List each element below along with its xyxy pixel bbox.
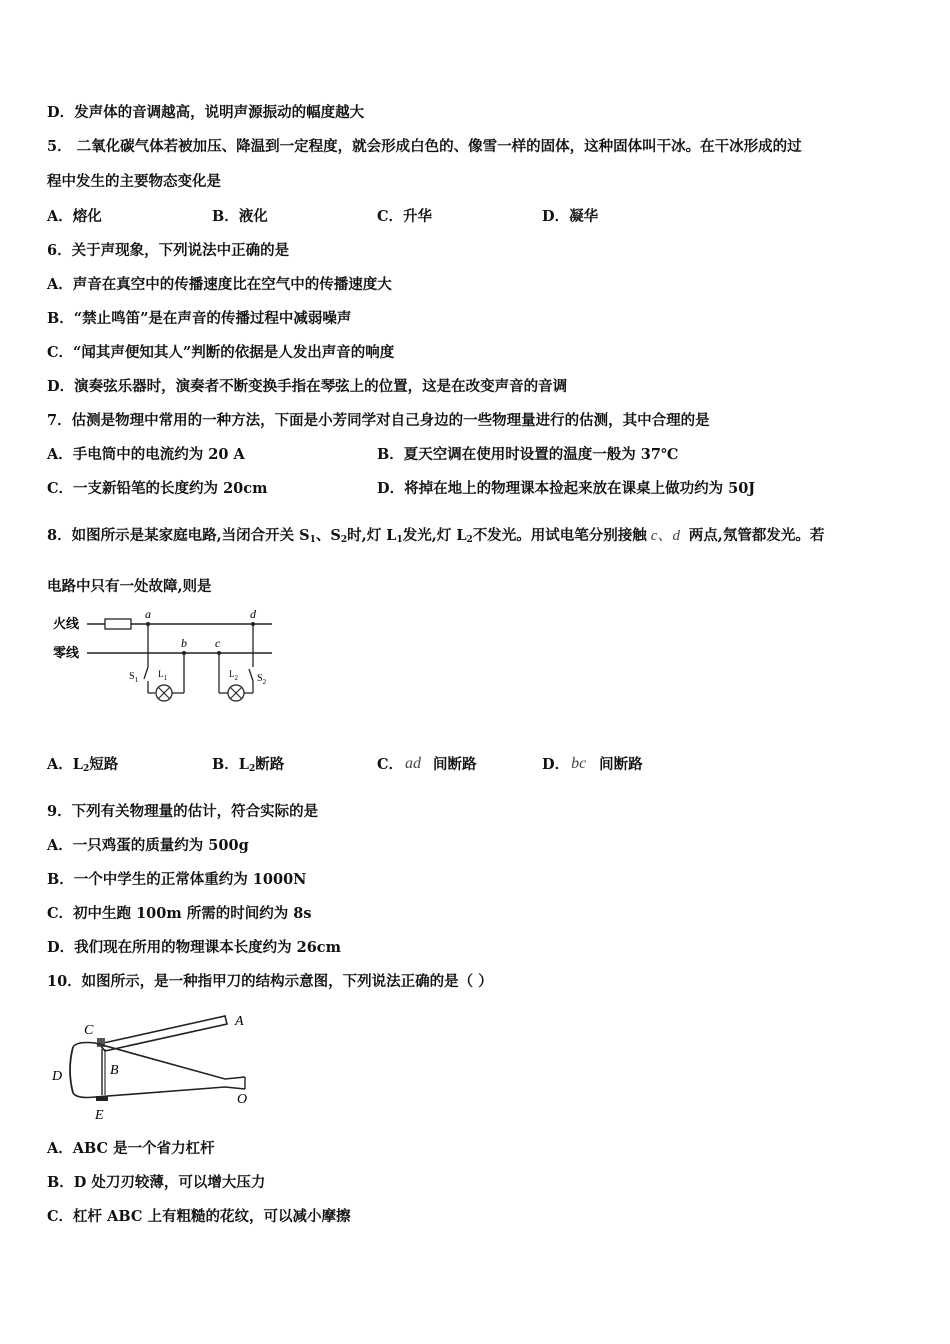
q9-option-c[interactable]: C．初中生跑 100m 所需的时间约为 8s [47, 905, 312, 922]
s1-label: $S_1$ [129, 671, 139, 684]
q8-stem-line2: 电路中只有一处故障,则是 [47, 578, 212, 595]
l1-label: $L_1$ [158, 669, 167, 682]
label-b: B [110, 1063, 119, 1078]
neutral-wire-label: 零线 [53, 645, 80, 660]
label-d: D [52, 1069, 63, 1084]
live-wire-label: 火线 [53, 616, 80, 631]
label-e: E [95, 1108, 104, 1123]
q9-option-a[interactable]: A．一只鸡蛋的质量约为 500g [47, 837, 249, 854]
q5-option-c[interactable]: C．升华 [377, 208, 433, 225]
point-a-label: a [145, 607, 151, 621]
label-o: O [237, 1092, 248, 1107]
blade-edge-d [70, 1047, 73, 1093]
point-c-label: c [215, 636, 221, 650]
s2-label: $S_2$ [257, 673, 267, 686]
l2-label: $L_2$ [229, 669, 238, 682]
q5-stem-line2: 程中发生的主要物态变化是 [47, 173, 221, 190]
q10-option-a[interactable]: A．ABC 是一个省力杠杆 [47, 1140, 215, 1157]
switch-s1-icon [144, 667, 148, 679]
q6-option-a[interactable]: A．声音在真空中的传播速度比在空气中的传播速度大 [47, 276, 392, 293]
q7-option-d[interactable]: D．将掉在地上的物理课本捡起来放在课桌上做功约为 50J [377, 480, 756, 497]
q7-option-c[interactable]: C．一支新铅笔的长度约为 20cm [47, 480, 268, 497]
q10-option-b[interactable]: B．D 处刀刃较薄，可以增大压力 [47, 1174, 266, 1191]
q9-stem: 9．下列有关物理量的估计，符合实际的是 [47, 803, 319, 820]
q10-nail-clipper-diagram [47, 1007, 262, 1125]
q6-option-c[interactable]: C．“闻其声便知其人”判断的依据是人发出声音的响度 [47, 344, 395, 361]
q9-option-b[interactable]: B．一个中学生的正常体重约为 1000N [47, 871, 307, 888]
q6-stem: 6．关于声现象，下列说法中正确的是 [47, 242, 290, 259]
q8-option-a[interactable]: A．$L_2$短路 [47, 756, 119, 774]
q8-option-c-var: ad [405, 755, 422, 772]
point-d-label: d [250, 607, 256, 621]
q8-stem-line1: 8．如图所示是某家庭电路,当闭合开关 $S_1$、$S_2$时,灯 $L_1$发光,灯 $L_2$不发光。用试电笔分别接触 c、d 两点,氖管都发光。若 [47, 527, 825, 545]
label-c: C [84, 1023, 94, 1038]
point-b-label: b [181, 636, 187, 650]
label-a: A [235, 1014, 244, 1029]
q5-stem-line1: 5． 二氧化碳气体若被加压、降温到一定程度，就会形成白色的、像雪一样的固体，这种固体叫干冰。在干冰形成的过 [47, 138, 802, 155]
q6-option-d[interactable]: D．演奏弦乐器时，演奏者不断变换手指在琴弦上的位置，这是在改变声音的音调 [47, 378, 568, 395]
q7-option-a[interactable]: A．手电筒中的电流约为 20 A [47, 446, 245, 463]
fuse-icon [105, 619, 131, 629]
q5-option-d[interactable]: D．凝华 [542, 208, 599, 225]
q10-stem: 10．如图所示，是一种指甲刀的结构示意图，下列说法正确的是（ ） [47, 973, 493, 990]
q7-stem: 7．估测是物理中常用的一种方法，下面是小芳同学对自己身边的一些物理量进行的估测，其中合理的是 [47, 412, 710, 429]
q8-option-b[interactable]: B．$L_2$断路 [212, 756, 285, 774]
q9-option-d[interactable]: D．我们现在所用的物理课本长度约为 26cm [47, 939, 341, 956]
q7-option-b[interactable]: B．夏天空调在使用时设置的温度一般为 37℃ [377, 446, 679, 463]
q5-option-a[interactable]: A．熔化 [47, 208, 102, 225]
q6-option-b[interactable]: B．“禁止鸣笛”是在声音的传播过程中减弱噪声 [47, 310, 352, 327]
lever-abc [99, 1016, 227, 1051]
pad-e-icon [96, 1096, 108, 1101]
q8-option-c[interactable]: C． ad 间断路 [377, 755, 477, 773]
q4-option-d: D．发声体的音调越高，说明声源振动的幅度越大 [47, 104, 365, 121]
q8-option-d[interactable]: D． bc 间断路 [542, 755, 643, 773]
q8-points-cd: c、d [650, 528, 680, 544]
q8-option-d-var: bc [571, 755, 587, 772]
switch-s2-icon [249, 669, 253, 681]
q5-option-b[interactable]: B．液化 [212, 208, 268, 225]
q10-option-c[interactable]: C．杠杆 ABC 上有粗糙的花纹，可以减小摩擦 [47, 1208, 351, 1225]
q8-circuit-diagram [47, 605, 297, 715]
